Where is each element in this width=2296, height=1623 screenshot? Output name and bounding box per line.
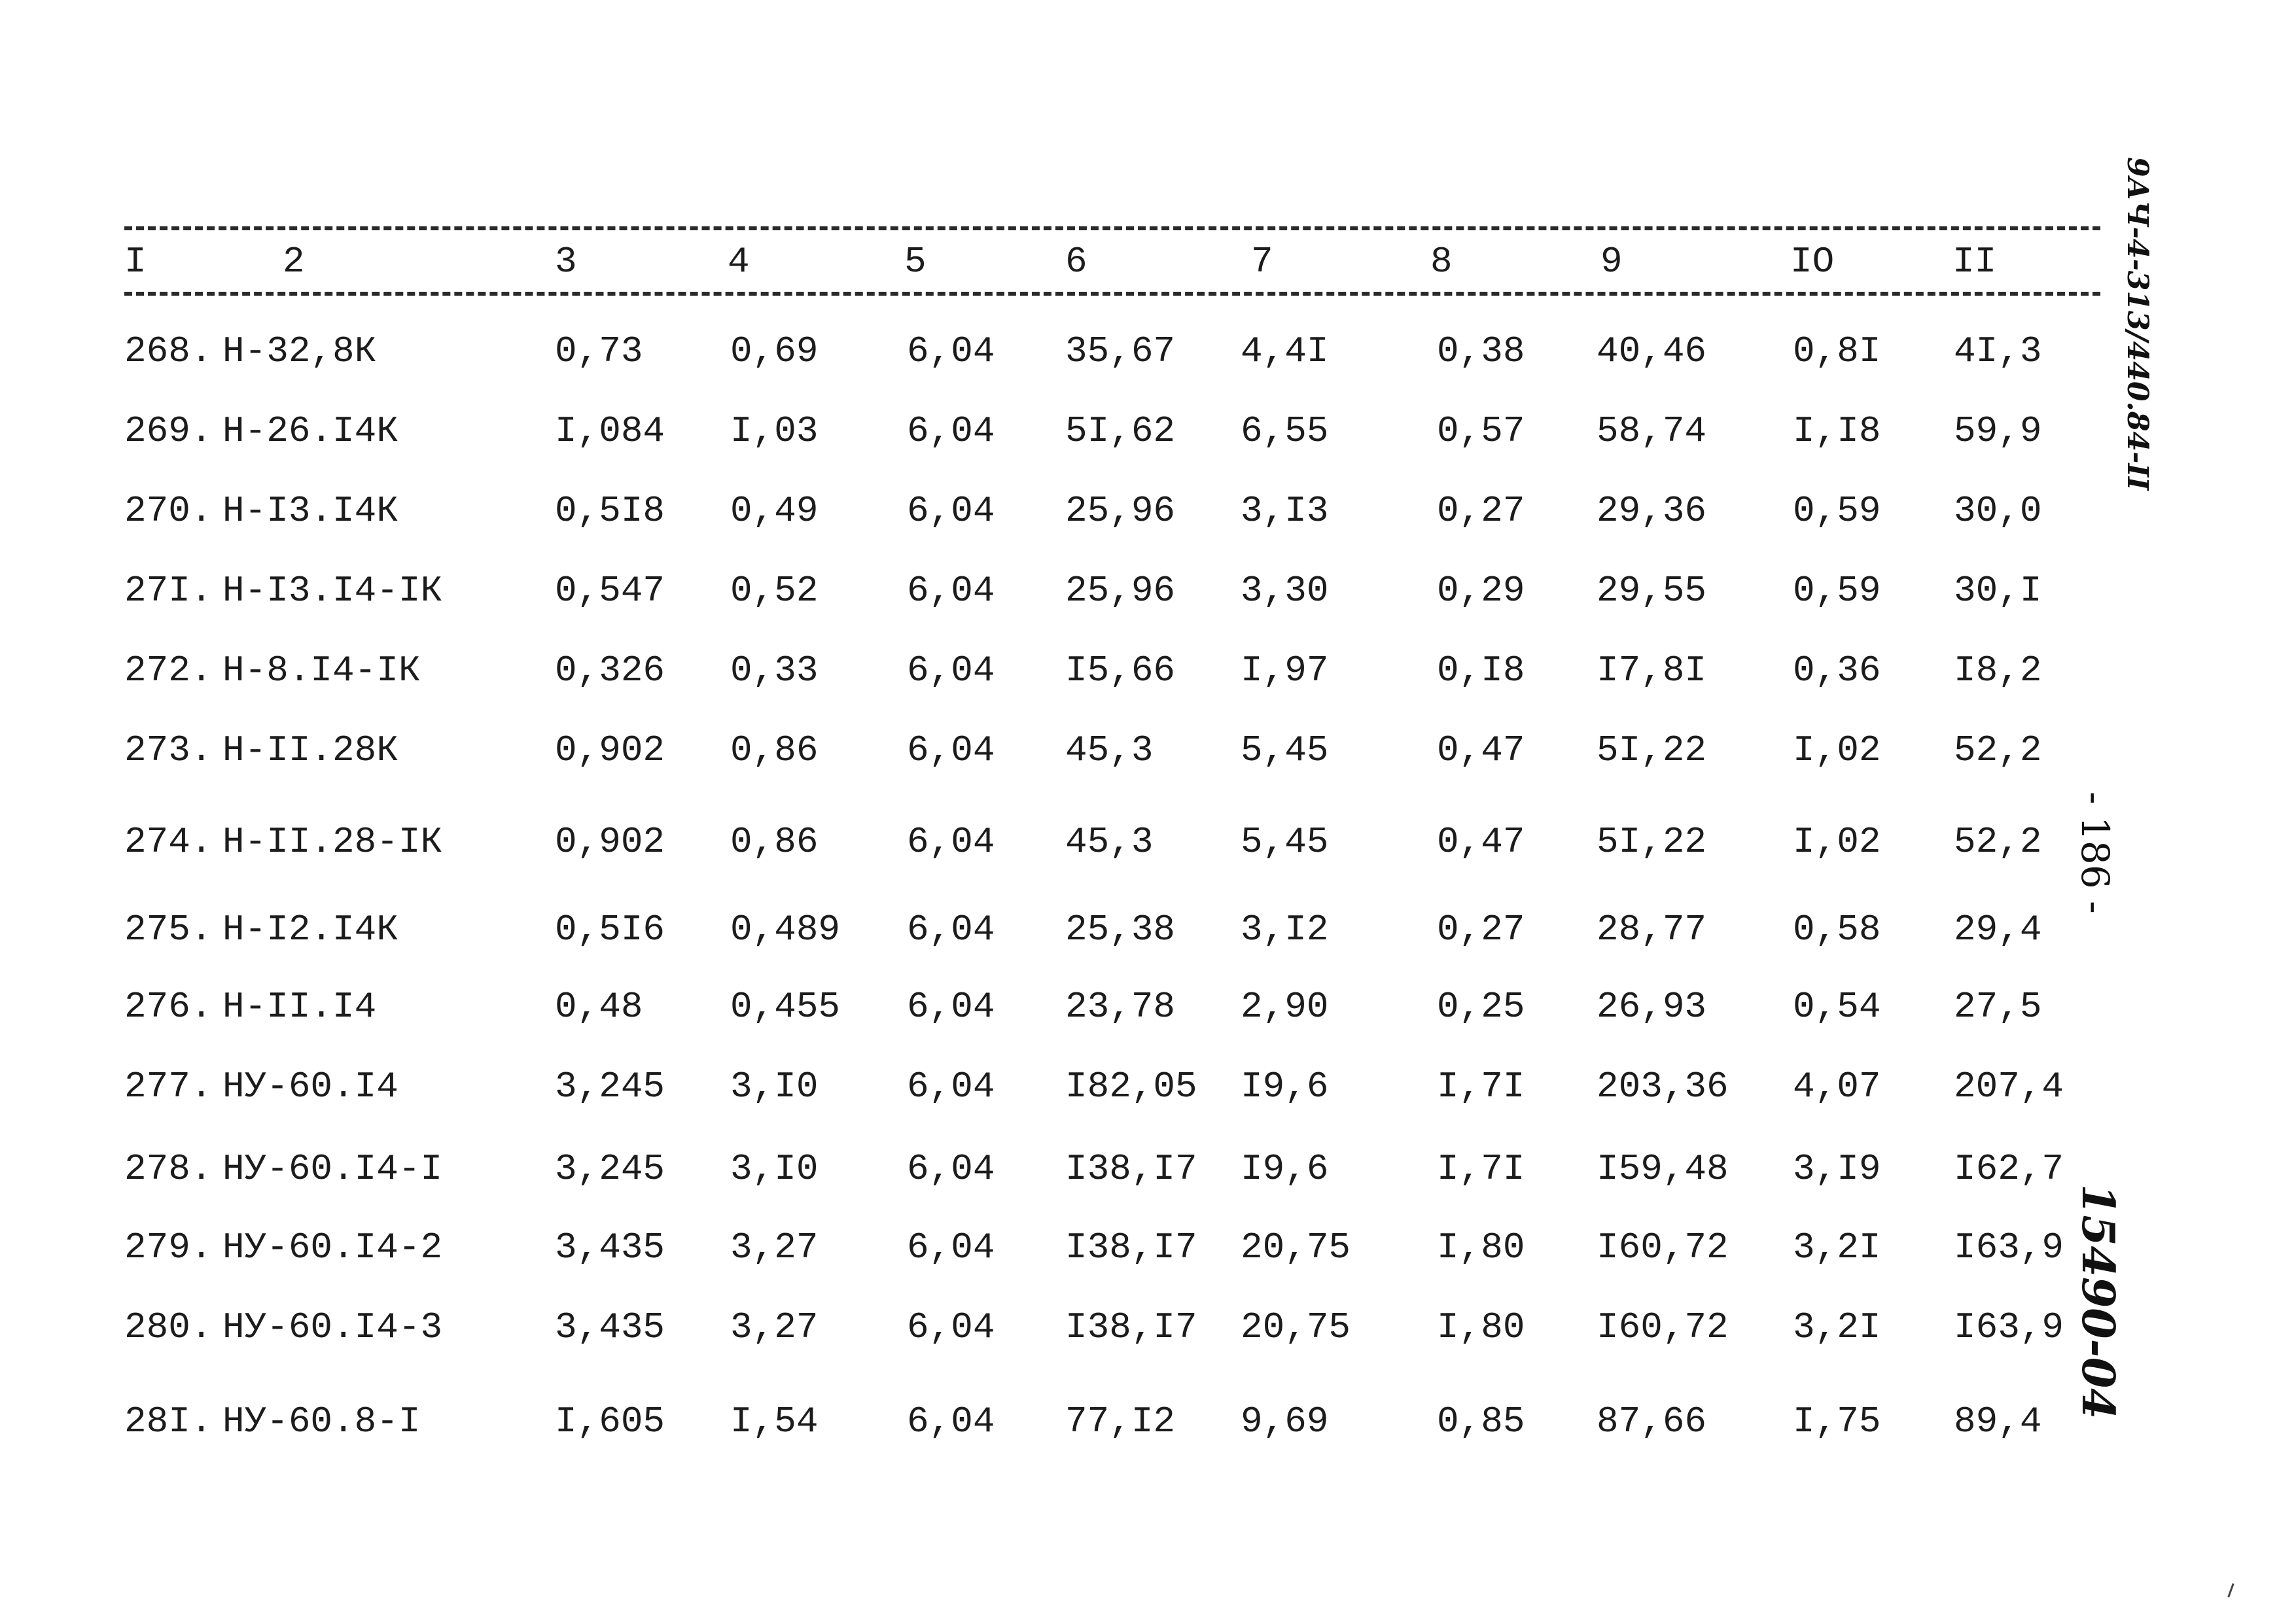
cell-col-7: 3,I3 [1241,490,1329,532]
cell-col-10: 4,07 [1793,1066,1881,1108]
table-row [0,903,2159,956]
cell-col-9: 29,55 [1597,570,1707,612]
item-name: НУ-60.I4-3 [222,1306,443,1348]
table-row [0,565,2159,617]
cell-col-3: 3,435 [555,1306,665,1348]
cell-col-6: I38,I7 [1065,1148,1197,1190]
item-name: Н-32,8К [222,330,377,372]
cell-col-8: 0,47 [1437,821,1525,863]
cell-col-7: 20,75 [1241,1306,1351,1348]
cell-col-4: 0,33 [730,650,819,691]
cell-col-4: 3,27 [730,1227,819,1268]
item-name: НУ-60.I4-I [222,1148,443,1190]
cell-col-9: 28,77 [1597,909,1707,951]
cell-col-5: 6,04 [907,1066,995,1108]
table-row [0,644,2159,697]
column-header-10: IO [1790,241,1835,283]
cell-col-5: 6,04 [907,821,995,863]
item-name: Н-II.28К [222,729,398,771]
item-name: Н-26.I4К [222,410,398,452]
cell-col-4: 0,69 [730,330,819,372]
cell-col-6: 25,96 [1065,570,1176,612]
cell-col-8: I,80 [1437,1306,1525,1348]
cell-col-8: I,80 [1437,1227,1525,1268]
cell-col-3: I,605 [555,1401,665,1442]
item-name: НУ-60.I4-2 [222,1227,443,1268]
cell-col-3: 0,902 [555,729,665,771]
page-number: - 186 - [2073,792,2117,914]
cell-col-10: I,02 [1793,729,1881,771]
stray-pen-mark [2227,1583,2234,1597]
table-row [0,724,2159,777]
cell-col-8: 0,27 [1437,909,1525,951]
cell-col-6: 5I,62 [1065,410,1176,452]
cell-col-9: 203,36 [1597,1066,1729,1108]
cell-col-5: 6,04 [907,490,995,532]
table-row [0,1395,2159,1448]
cell-col-3: 3,245 [555,1066,665,1108]
cell-col-10: 3,I9 [1793,1148,1881,1190]
item-name: Н-I2.I4К [222,909,398,951]
cell-col-6: I38,I7 [1065,1306,1197,1348]
item-name: Н-I3.I4-IК [222,570,443,612]
table-row [0,485,2159,537]
cell-col-3: 0,48 [555,986,643,1028]
cell-col-7: 5,45 [1241,821,1329,863]
cell-col-6: I82,05 [1065,1066,1197,1108]
row-number: 270. [124,490,213,532]
cell-col-9: I60,72 [1597,1227,1729,1268]
cell-col-8: 0,57 [1437,410,1525,452]
cell-col-9: 40,46 [1597,330,1707,372]
column-header-4: 4 [728,241,750,283]
cell-col-8: 0,47 [1437,729,1525,771]
cell-col-11: I62,7 [1954,1148,2064,1190]
item-name: Н-II.28-IК [222,821,443,863]
cell-col-4: 3,27 [730,1306,819,1348]
cell-col-7: I,97 [1241,650,1329,691]
cell-col-9: 87,66 [1597,1401,1707,1442]
column-header-3: 3 [555,241,577,283]
cell-col-9: I60,72 [1597,1306,1729,1348]
row-number: 278. [124,1148,213,1190]
cell-col-10: 0,58 [1793,909,1881,951]
margin-note-top-right: 9АЧ-4-313/440.84-ІІ [2121,157,2154,491]
cell-col-8: I,7I [1437,1148,1525,1190]
cell-col-6: 23,78 [1065,986,1176,1028]
cell-col-11: 52,2 [1954,821,2042,863]
cell-col-9: 5I,22 [1597,821,1707,863]
cell-col-7: I9,6 [1241,1148,1329,1190]
column-header-9: 9 [1600,241,1623,283]
cell-col-10: I,I8 [1793,410,1881,452]
cell-col-10: 0,59 [1793,490,1881,532]
table-row [0,325,2159,377]
row-number: 279. [124,1227,213,1268]
row-number: 272. [124,650,213,691]
row-number: 269. [124,410,213,452]
cell-col-5: 6,04 [907,1148,995,1190]
cell-col-9: I7,8I [1597,650,1707,691]
cell-col-7: 3,30 [1241,570,1329,612]
cell-col-5: 6,04 [907,1227,995,1268]
cell-col-9: 58,74 [1597,410,1707,452]
row-number: 275. [124,909,213,951]
row-number: 28I. [124,1401,213,1442]
cell-col-10: 0,59 [1793,570,1881,612]
cell-col-11: I63,9 [1954,1306,2064,1348]
cell-col-8: I,7I [1437,1066,1525,1108]
cell-col-10: 3,2I [1793,1227,1881,1268]
table-row [0,1143,2159,1195]
cell-col-3: 3,435 [555,1227,665,1268]
column-header-5: 5 [904,241,927,283]
cell-col-11: 30,0 [1954,490,2042,532]
cell-col-11: 89,4 [1954,1401,2042,1442]
cell-col-9: 29,36 [1597,490,1707,532]
row-number: 268. [124,330,213,372]
row-number: 273. [124,729,213,771]
cell-col-8: 0,85 [1437,1401,1525,1442]
cell-col-5: 6,04 [907,410,995,452]
cell-col-4: 3,I0 [730,1148,819,1190]
cell-col-4: I,03 [730,410,819,452]
cell-col-11: 52,2 [1954,729,2042,771]
table-row [0,816,2159,868]
cell-col-7: 20,75 [1241,1227,1351,1268]
cell-col-6: I38,I7 [1065,1227,1197,1268]
table-row [0,1060,2159,1113]
cell-col-3: 3,245 [555,1148,665,1190]
column-header-1: I [124,241,147,283]
cell-col-5: 6,04 [907,570,995,612]
item-name: Н-I3.I4К [222,490,398,532]
cell-col-8: 0,I8 [1437,650,1525,691]
cell-col-3: 0,547 [555,570,665,612]
cell-col-11: 59,9 [1954,410,2042,452]
cell-col-6: 77,I2 [1065,1401,1176,1442]
row-number: 277. [124,1066,213,1108]
cell-col-5: 6,04 [907,650,995,691]
table-row [0,1221,2159,1274]
cell-col-11: 27,5 [1954,986,2042,1028]
cell-col-3: 0,902 [555,821,665,863]
cell-col-3: 0,5I6 [555,909,665,951]
cell-col-7: 4,4I [1241,330,1329,372]
cell-col-6: 25,96 [1065,490,1176,532]
cell-col-10: 0,8I [1793,330,1881,372]
column-header-8: 8 [1430,241,1453,283]
cell-col-6: 25,38 [1065,909,1176,951]
cell-col-10: I,75 [1793,1401,1881,1442]
table-top-dashed-rule [124,226,2100,230]
cell-col-3: 0,5I8 [555,490,665,532]
cell-col-10: 0,54 [1793,986,1881,1028]
album-code: 15490-04 [2072,1184,2124,1420]
cell-col-6: I5,66 [1065,650,1176,691]
row-number: 280. [124,1306,213,1348]
cell-col-5: 6,04 [907,729,995,771]
row-number: 276. [124,986,213,1028]
cell-col-7: 5,45 [1241,729,1329,771]
column-header-2: 2 [283,241,305,283]
column-header-7: 7 [1251,241,1273,283]
cell-col-4: 0,455 [730,986,841,1028]
cell-col-6: 35,67 [1065,330,1176,372]
cell-col-8: 0,38 [1437,330,1525,372]
cell-col-4: I,54 [730,1401,819,1442]
cell-col-4: 3,I0 [730,1066,819,1108]
cell-col-8: 0,29 [1437,570,1525,612]
row-number: 27I. [124,570,213,612]
cell-col-11: 4I,3 [1954,330,2042,372]
cell-col-4: 0,86 [730,821,819,863]
table-header-dashed-rule [124,292,2100,296]
cell-col-11: 29,4 [1954,909,2042,951]
table-row [0,1301,2159,1353]
cell-col-11: 30,I [1954,570,2042,612]
item-name: НУ-60.8-I [222,1401,421,1442]
cell-col-11: 207,4 [1954,1066,2064,1108]
cell-col-5: 6,04 [907,330,995,372]
cell-col-10: 0,36 [1793,650,1881,691]
column-header-11: II [1952,241,1997,283]
cell-col-5: 6,04 [907,1306,995,1348]
table-row [0,405,2159,457]
cell-col-8: 0,27 [1437,490,1525,532]
cell-col-5: 6,04 [907,1401,995,1442]
cell-col-3: 0,73 [555,330,643,372]
cell-col-11: I8,2 [1954,650,2042,691]
cell-col-8: 0,25 [1437,986,1525,1028]
cell-col-7: I9,6 [1241,1066,1329,1108]
cell-col-4: 0,489 [730,909,841,951]
table-row [0,981,2159,1033]
cell-col-5: 6,04 [907,909,995,951]
cell-col-9: I59,48 [1597,1148,1729,1190]
cell-col-3: I,084 [555,410,665,452]
cell-col-5: 6,04 [907,986,995,1028]
cell-col-10: 3,2I [1793,1306,1881,1348]
cell-col-4: 0,49 [730,490,819,532]
column-header-6: 6 [1065,241,1087,283]
cell-col-7: 3,I2 [1241,909,1329,951]
item-name: Н-II.I4 [222,986,377,1028]
cell-col-6: 45,3 [1065,729,1154,771]
cell-col-6: 45,3 [1065,821,1154,863]
cell-col-7: 9,69 [1241,1401,1329,1442]
item-name: Н-8.I4-IК [222,650,421,691]
cell-col-3: 0,326 [555,650,665,691]
row-number: 274. [124,821,213,863]
cell-col-9: 5I,22 [1597,729,1707,771]
cell-col-7: 6,55 [1241,410,1329,452]
cell-col-10: I,02 [1793,821,1881,863]
cell-col-7: 2,90 [1241,986,1329,1028]
cell-col-4: 0,52 [730,570,819,612]
cell-col-4: 0,86 [730,729,819,771]
cell-col-9: 26,93 [1597,986,1707,1028]
cell-col-11: I63,9 [1954,1227,2064,1268]
item-name: НУ-60.I4 [222,1066,398,1108]
